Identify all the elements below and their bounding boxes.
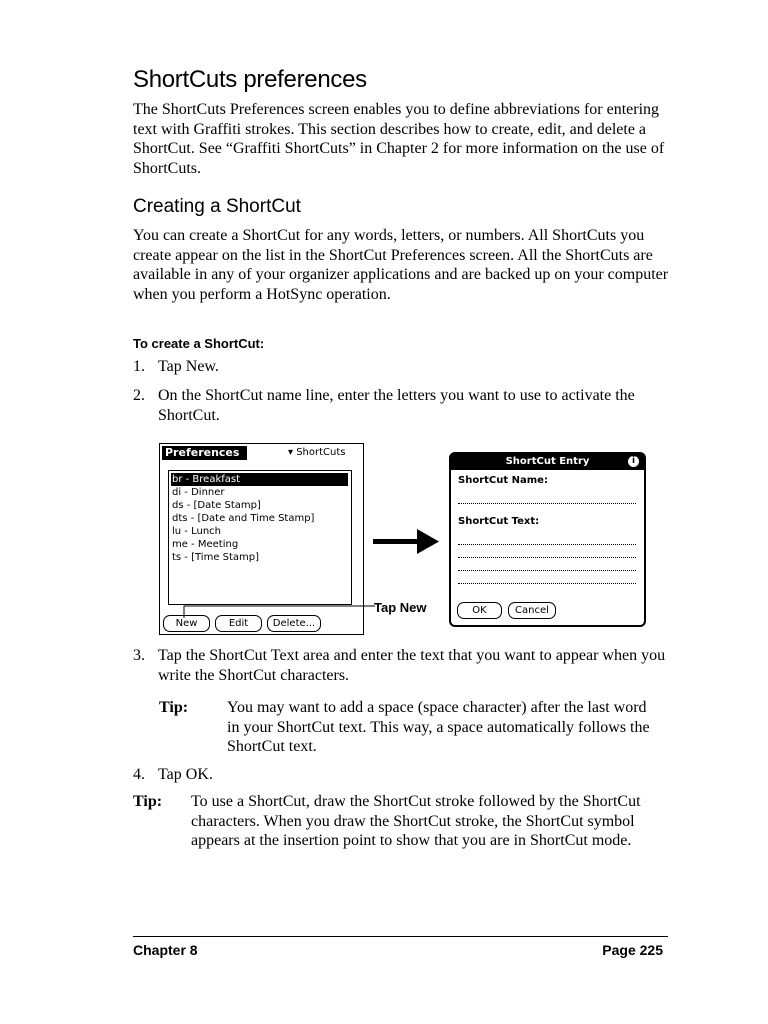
- tip-text: To use a ShortCut, draw the ShortCut stroke followed by the ShortCut characters. When you draw the ShortCut stroke, the ShortCut symbol appears at the insertion point to show that you are in ShortCut mode.: [191, 793, 641, 849]
- tip-label: Tip:: [133, 793, 163, 810]
- list-item[interactable]: dts - [Date and Time Stamp]: [172, 513, 315, 524]
- preferences-title: Preferences: [162, 446, 247, 460]
- intro-paragraph: The ShortCuts Preferences screen enables you to define abbreviations for entering text with Graffiti strokes. This section describes how to create, edit, and delete a ShortCut. See “Graffiti ShortCuts” in Chapter 2 for more information on the use of ShortCuts.: [133, 101, 665, 177]
- tap-new-callout: Tap New: [374, 600, 427, 615]
- step-4: [133, 765, 673, 785]
- inner-tip: [159, 698, 659, 758]
- delete-button[interactable]: Delete...: [267, 615, 321, 632]
- shortcut-list: [168, 470, 352, 605]
- shortcut-text-line[interactable]: [458, 557, 636, 558]
- step-text: Tap the ShortCut Text area and enter the text that you want to appear when you write the ShortCut characters.: [158, 647, 666, 684]
- step-text: Tap New.: [158, 358, 219, 375]
- callout-leader-line: [182, 604, 376, 618]
- shortcut-name-field[interactable]: [458, 503, 636, 504]
- step-number: 3.: [133, 647, 145, 664]
- step-text: Tap OK.: [158, 766, 213, 783]
- list-item[interactable]: ts - [Time Stamp]: [172, 552, 260, 563]
- shortcut-text-line[interactable]: [458, 570, 636, 571]
- footer-page-number: Page 225: [602, 942, 663, 958]
- step-3: [133, 646, 673, 686]
- step-number: 2.: [133, 387, 145, 404]
- creating-paragraph: You can create a ShortCut for any words, letters, or numbers. All ShortCuts you create appear on the list in the ShortCut Preferences screen. All the ShortCuts are available in any of your organizer applications and are backed up on your computer when you perform a HotSync operation.: [133, 227, 669, 303]
- shortcut-name-label: ShortCut Name:: [458, 475, 548, 486]
- step-2: [133, 386, 673, 426]
- category-picker[interactable]: ▾ ShortCuts: [288, 447, 346, 458]
- right-arrow-icon: [373, 529, 441, 555]
- step-number: 1.: [133, 358, 145, 375]
- footer-divider: [133, 936, 668, 937]
- final-tip: [133, 792, 663, 872]
- edit-button[interactable]: Edit: [215, 615, 262, 632]
- page-title: ShortCuts preferences: [133, 66, 367, 93]
- shortcut-entry-screen: [449, 452, 646, 627]
- step-number: 4.: [133, 766, 145, 783]
- tip-label: Tip:: [159, 699, 189, 716]
- list-item[interactable]: me - Meeting: [172, 539, 239, 550]
- list-item[interactable]: ds - [Date Stamp]: [172, 500, 261, 511]
- list-item[interactable]: lu - Lunch: [172, 526, 221, 537]
- shortcut-text-line[interactable]: [458, 544, 636, 545]
- tip-text: You may want to add a space (space character) after the last word in your ShortCut text. This way, a space automatically follows the ShortCut text.: [227, 699, 650, 755]
- shortcut-text-label: ShortCut Text:: [458, 516, 540, 527]
- shortcut-text-line[interactable]: [458, 583, 636, 584]
- step-text: On the ShortCut name line, enter the letters you want to use to activate the ShortCut.: [158, 387, 635, 424]
- step-1: [133, 357, 673, 377]
- section-heading: Creating a ShortCut: [133, 196, 301, 217]
- list-item[interactable]: br - Breakfast: [171, 473, 348, 486]
- footer-chapter: Chapter 8: [133, 942, 198, 958]
- procedure-title: To create a ShortCut:: [133, 336, 265, 351]
- entry-title: ShortCut Entry: [451, 454, 644, 470]
- list-item[interactable]: di - Dinner: [172, 487, 225, 498]
- cancel-button[interactable]: Cancel: [508, 602, 556, 619]
- ok-button[interactable]: OK: [457, 602, 502, 619]
- new-button[interactable]: New: [163, 615, 210, 632]
- info-icon[interactable]: i: [628, 456, 639, 467]
